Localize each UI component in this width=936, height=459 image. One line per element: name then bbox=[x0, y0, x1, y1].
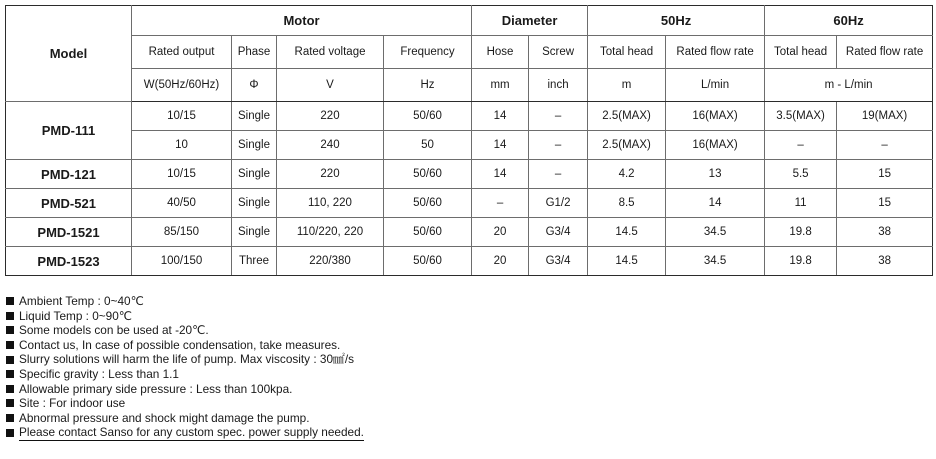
hz60-group-header: 60Hz bbox=[765, 6, 933, 36]
voltage-cell: 220 bbox=[277, 160, 384, 189]
screw-header: Screw bbox=[529, 36, 588, 69]
flow60-cell: 38 bbox=[837, 218, 933, 247]
head60-cell: 19.8 bbox=[765, 247, 837, 276]
voltage-cell: 220/380 bbox=[277, 247, 384, 276]
flow-rate-60-header: Rated flow rate bbox=[837, 36, 933, 69]
flow60-cell: 19(MAX) bbox=[837, 102, 933, 131]
note-text: Abnormal pressure and shock might damage the pump. bbox=[19, 410, 310, 425]
note-text: Contact us, In case of possible condensation, take measures. bbox=[19, 337, 341, 352]
frequency-unit: Hz bbox=[384, 69, 472, 102]
hz60-unit: m - L/min bbox=[765, 69, 933, 102]
phase-cell: Single bbox=[232, 131, 277, 160]
output-cell: 10/15 bbox=[132, 102, 232, 131]
output-cell: 100/150 bbox=[132, 247, 232, 276]
rated-voltage-header: Rated voltage bbox=[277, 36, 384, 69]
phase-cell: Single bbox=[232, 102, 277, 131]
total-head-50-header: Total head bbox=[588, 36, 666, 69]
model-cell: PMD-521 bbox=[6, 189, 132, 218]
head60-cell: 5.5 bbox=[765, 160, 837, 189]
note-item bbox=[6, 425, 364, 441]
frequency-cell: 50/60 bbox=[384, 160, 472, 189]
hose-cell: 20 bbox=[472, 247, 529, 276]
square-bullet-icon bbox=[6, 356, 14, 364]
flow60-cell: 15 bbox=[837, 189, 933, 218]
note-text: Allowable primary side pressure : Less than 100kpa. bbox=[19, 381, 293, 396]
flow50-cell: 34.5 bbox=[666, 247, 765, 276]
flow60-cell: 15 bbox=[837, 160, 933, 189]
voltage-cell: 240 bbox=[277, 131, 384, 160]
square-bullet-icon bbox=[6, 341, 14, 349]
note-item bbox=[6, 309, 364, 324]
note-item bbox=[6, 323, 364, 338]
hz50-group-header: 50Hz bbox=[588, 6, 765, 36]
phase-cell: Single bbox=[232, 218, 277, 247]
head50-cell: 14.5 bbox=[588, 247, 666, 276]
flow60-cell: – bbox=[837, 131, 933, 160]
head60-cell: 19.8 bbox=[765, 218, 837, 247]
square-bullet-icon bbox=[6, 429, 14, 437]
note-item bbox=[6, 338, 364, 353]
square-bullet-icon bbox=[6, 414, 14, 422]
phase-unit: Φ bbox=[232, 69, 277, 102]
frequency-cell: 50/60 bbox=[384, 247, 472, 276]
voltage-cell: 220 bbox=[277, 102, 384, 131]
model-cell: PMD-1523 bbox=[6, 247, 132, 276]
diameter-group-header: Diameter bbox=[472, 6, 588, 36]
square-bullet-icon bbox=[6, 385, 14, 393]
frequency-header: Frequency bbox=[384, 36, 472, 69]
rated-voltage-unit: V bbox=[277, 69, 384, 102]
note-text: Slurry solutions will harm the life of pump. Max viscosity : 30㎟/s bbox=[19, 352, 355, 367]
flow50-cell: 16(MAX) bbox=[666, 102, 765, 131]
output-cell: 40/50 bbox=[132, 189, 232, 218]
table-row bbox=[6, 102, 933, 131]
flow50-cell: 14 bbox=[666, 189, 765, 218]
phase-cell: Single bbox=[232, 189, 277, 218]
rated-output-unit: W(50Hz/60Hz) bbox=[132, 69, 232, 102]
screw-cell: – bbox=[529, 160, 588, 189]
table-row bbox=[6, 218, 933, 247]
head50-cell: 8.5 bbox=[588, 189, 666, 218]
note-text: Site : For indoor use bbox=[19, 396, 126, 411]
total-head-50-unit: m bbox=[588, 69, 666, 102]
hose-header: Hose bbox=[472, 36, 529, 69]
hose-unit: mm bbox=[472, 69, 529, 102]
phase-cell: Three bbox=[232, 247, 277, 276]
flow50-cell: 13 bbox=[666, 160, 765, 189]
note-item bbox=[6, 411, 364, 426]
head60-cell: 11 bbox=[765, 189, 837, 218]
screw-unit: inch bbox=[529, 69, 588, 102]
model-header: Model bbox=[6, 6, 132, 102]
head60-cell: 3.5(MAX) bbox=[765, 102, 837, 131]
square-bullet-icon bbox=[6, 370, 14, 378]
note-text: Some models con be used at -20℃. bbox=[19, 323, 209, 338]
model-cell: PMD-121 bbox=[6, 160, 132, 189]
head50-cell: 4.2 bbox=[588, 160, 666, 189]
note-text: Specific gravity : Less than 1.1 bbox=[19, 366, 179, 381]
header-row-units bbox=[6, 69, 933, 102]
hose-cell: 14 bbox=[472, 160, 529, 189]
table-row bbox=[6, 247, 933, 276]
head60-cell: – bbox=[765, 131, 837, 160]
square-bullet-icon bbox=[6, 312, 14, 320]
note-item bbox=[6, 367, 364, 382]
flow50-cell: 34.5 bbox=[666, 218, 765, 247]
voltage-cell: 110/220, 220 bbox=[277, 218, 384, 247]
table-row bbox=[6, 131, 933, 160]
head50-cell: 14.5 bbox=[588, 218, 666, 247]
screw-cell: G1/2 bbox=[529, 189, 588, 218]
output-cell: 10 bbox=[132, 131, 232, 160]
hose-cell: 14 bbox=[472, 102, 529, 131]
voltage-cell: 110, 220 bbox=[277, 189, 384, 218]
hose-cell: 14 bbox=[472, 131, 529, 160]
frequency-cell: 50 bbox=[384, 131, 472, 160]
header-row-groups bbox=[6, 6, 933, 36]
head50-cell: 2.5(MAX) bbox=[588, 131, 666, 160]
note-text: Ambient Temp : 0~40℃ bbox=[19, 294, 144, 308]
rated-output-header: Rated output bbox=[132, 36, 232, 69]
flow50-cell: 16(MAX) bbox=[666, 131, 765, 160]
model-cell: PMD-111 bbox=[6, 102, 132, 160]
screw-cell: – bbox=[529, 131, 588, 160]
square-bullet-icon bbox=[6, 399, 14, 407]
flow60-cell: 38 bbox=[837, 247, 933, 276]
flow-rate-50-header: Rated flow rate bbox=[666, 36, 765, 69]
output-cell: 10/15 bbox=[132, 160, 232, 189]
frequency-cell: 50/60 bbox=[384, 189, 472, 218]
hose-cell: 20 bbox=[472, 218, 529, 247]
square-bullet-icon bbox=[6, 297, 14, 305]
note-item bbox=[6, 352, 364, 367]
note-item bbox=[6, 382, 364, 397]
phase-cell: Single bbox=[232, 160, 277, 189]
note-item bbox=[6, 396, 364, 411]
phase-header: Phase bbox=[232, 36, 277, 69]
screw-cell: G3/4 bbox=[529, 247, 588, 276]
motor-group-header: Motor bbox=[132, 6, 472, 36]
total-head-60-header: Total head bbox=[765, 36, 837, 69]
output-cell: 85/150 bbox=[132, 218, 232, 247]
screw-cell: G3/4 bbox=[529, 218, 588, 247]
head50-cell: 2.5(MAX) bbox=[588, 102, 666, 131]
pump-spec-table bbox=[5, 5, 933, 276]
note-text: Liquid Temp : 0~90℃ bbox=[19, 308, 133, 323]
frequency-cell: 50/60 bbox=[384, 218, 472, 247]
notes-list bbox=[6, 294, 364, 441]
table-row bbox=[6, 189, 933, 218]
table-row bbox=[6, 160, 933, 189]
note-item bbox=[6, 294, 364, 309]
hose-cell: – bbox=[472, 189, 529, 218]
flow-rate-50-unit: L/min bbox=[666, 69, 765, 102]
header-row-labels bbox=[6, 36, 933, 69]
note-text: Please contact Sanso for any custom spec. power supply needed. bbox=[19, 425, 364, 440]
frequency-cell: 50/60 bbox=[384, 102, 472, 131]
model-cell: PMD-1521 bbox=[6, 218, 132, 247]
screw-cell: – bbox=[529, 102, 588, 131]
square-bullet-icon bbox=[6, 326, 14, 334]
